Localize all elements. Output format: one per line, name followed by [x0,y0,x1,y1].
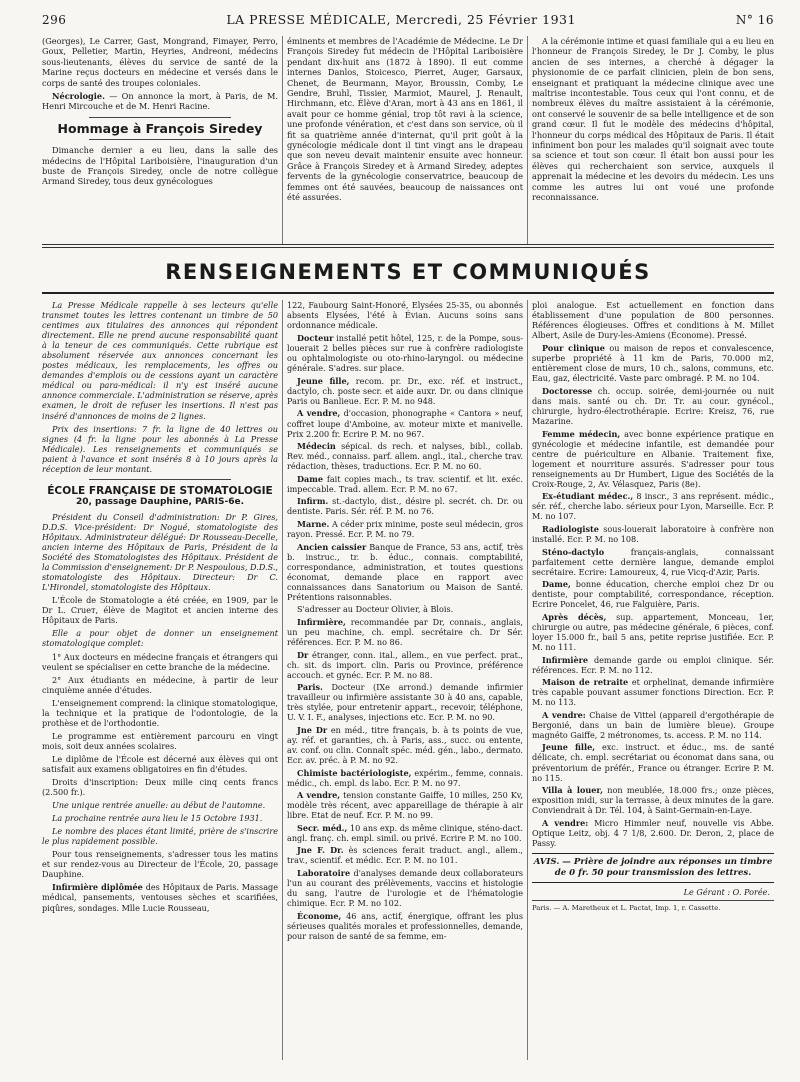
section-title: RENSEIGNEMENTS ET COMMUNIQUÉS [165,260,651,284]
school-paragraph: Droits d'inscription: Deux mille cinq cents francs (2.500 fr.). [42,777,278,798]
school-paragraph: Le programme est entièrement parcouru en vingt mois, soit deux années scolaires. [42,730,278,751]
column-rule [527,36,528,244]
ad-continued: 122, Faubourg Saint-Honoré, Elysées 25-35, ou abonnés absents Elysées, l'été à Évian. Aucuns soins sans ordonnance médicale. [287,300,523,331]
classified-ad [287,376,523,406]
ad-head: Économe, [297,910,342,921]
classified-ad [532,524,774,544]
ad-infirmiere [42,882,278,912]
divider [89,139,231,140]
school-paragraph: L'enseignement comprend: la clinique stomatologique, la technique et la pratique de l'odontologie, de la prothèse et de l'orthodontie. [42,697,278,728]
ad-text: 8 inscr., 3 ans représent. médic., sér. réf., cherche labo. sérieux pour Lyon, Marseille. Ecr. P. M. no 107. [532,491,774,522]
classified-ad [532,429,774,489]
ad-text: non meublée, 18.000 frs.; onze pièces, exposition midi, sur la terrasse, à deux minutes de la gare. Conviendrait à Dr. Tél. 104, à Saint-Germain-en-Laye. [532,785,774,816]
classified-ad [287,542,523,602]
classified-ad [532,818,774,848]
ad-head: Dame [297,473,323,484]
classified-ad [532,343,774,383]
divider [89,117,231,118]
ad-head: Jne F. Dr. [297,845,344,856]
ad-text: avec bonne expérience pratique en gynécologie et médecine infantile, est demandée pour centre de puériculture en Albanie. Traitement fixe, logement et nourriture assurés. S'adresser pour tous renseignements au Dr Humbert, Ligue des Sociétés de la Croix-Rouge, 2, Av. Vélasquez, Paris (8e). [532,428,774,489]
classified-ad [287,408,523,438]
ad-head: Dr [297,649,309,660]
ad-text: st.-dactylo, dist., désire pl. secrét. ch. Dr. ou dentiste. Paris. Sér. réf. P. M. no 76. [287,496,523,517]
ad-text: ès sciences ferait traduct. angl., allem., trav., scientif. et médic. Ecr. P. M. no 101. [287,845,523,866]
ad-head: Sténo-dactylo [542,546,605,557]
classified-ad [532,742,774,782]
ad-head: Jeune fille, [542,742,596,753]
ad-head: Infirmière diplômée [52,882,143,893]
section-rule [42,292,774,294]
classified-ad [287,768,523,788]
classified-ad [287,725,523,765]
necrologie-head: Nécrologie. [52,91,105,102]
classified-ad [287,911,523,941]
ad-head: Pour clinique [542,343,605,354]
ad-text: recom. pr. Dr., exc. réf. et instruct., dactylo, ch. poste secr. et aide auxr. Dr. ou dans clinique Paris ou Banlieue. Ecr. P. M. no 948. [287,375,523,406]
ad-text: d'analyses demande deux collaborateurs l'un au courant des prélèvements, vaccins et histologie du sang, l'autre de l'urologie et de l'hématologie chimique. Ecr. P. M. no 102. [287,867,523,909]
ceremony-paragraph: A la cérémonie intime et quasi familiale qui a eu lieu en l'honneur de François Siredey, le Dr J. Comby, le plus ancien de ses internes, a cherché à dégager la physionomie de ce parfait clinicien, plein de bon sens, enseignant et pratiquant la médecine clinique avec une maîtrise incontestable. Tous ceux qui l'ont connu, et de nombreux élèves du maître assistaient à la cérémonie, ont conservé le souvenir de sa belle intelligence et de son grand cœur. Il fut le modèle des médecins d'hôpital, l'honneur du corps médical des Hôpitaux de Paris. Il était infiniment bon pour les malades qu'il soignait avec toute sa science et tout son cœur. Il était bon aussi pour les élèves qui recherchaient son service, auxquels il apprenait la médecine et les devoirs du médecin. Les uns comme les autres lui ont voué une profonde reconnaissance. [532,36,774,203]
ad-text: 46 ans, actif, énergique, offrant les plus sérieuses qualités morales et professionnelles, demande, pour raison de santé de sa femme, em- [287,910,523,941]
band-rule [42,244,774,245]
intro-notice: La Presse Médicale rappelle à ses lecteurs qu'elle transmet toutes les lettres contenant un timbre de 50 centimes aux titulaires des annonces qui répondent directement. Elle ne prend aucune responsabilité quant à la teneur de ces communiqués. Cette rubrique est absolument réservée aux annonces concernant les postes médicaux, les remplacements, les offres ou demandes d'emplois ou de cessions ayant un caractère médical ou para-médical: il n'y est inséré aucune annonce commerciale. L'administration se réserve, après examen, le droit de refuser les insertions. Il n'est pas inséré d'annonces de moins de 2 lignes. [42,300,278,421]
classified-ad [532,491,774,521]
classified-ad [287,650,523,680]
page-number: 296 [42,13,67,27]
school-paragraph: Pour tous renseignements, s'adresser tous les matins et sur rendez-vous au Directeur de l'École, 20, passage Dauphine. [42,849,278,880]
top-band [42,36,774,244]
ad-head: Radiologiste [542,523,599,534]
classified-ad [287,441,523,471]
school-title: ÉCOLE FRANÇAISE DE STOMATOLOGIE [47,484,273,497]
ad-text: exc. instruct. et éduc., ms. de santé délicate, ch. empl. secrétariat ou économat dans sana, ou préventorium de préfér., France ou étranger. Ecrire P. M. no 115. [532,742,774,783]
ad-continued: ploi analogue. Est actuellement en fonction dans établissement d'une population de 800 personnes. Références élogieuses. Offres et conditions à M. Millet Albert, Asile de Dury-les-Amiens (Économe). Pressé. [532,300,774,341]
ad-text: ch. occup. soirée, demi-journée ou nuit dans mais. santé ou ch. Dr. Tr. au cour. gynécol., chirurgie, hydro-électrothérapie. Ecrire: Kreisz, 76, rue Mazarine. [532,385,774,427]
ads-list [532,343,774,848]
ad-head: Secr. méd., [297,822,348,833]
ad-head: Femme médecin, [542,428,621,439]
ad-head: A vendre, [297,408,341,419]
hommage-title: Hommage à François Siredey [57,120,263,136]
ad-head: A vendre, [297,790,341,801]
ad-head: Infirmière [542,654,589,665]
journal-title-date: LA PRESSE MÉDICALE, Mercredi, 25 Février 1931 [226,12,576,27]
classified-ad [287,496,523,516]
classified-ad [532,547,774,577]
ad-head: Chimiste bactériologiste, [297,767,412,778]
ad-head: Marne. [297,518,330,529]
promotion-list: (Georges), Le Carrer, Gast, Mongrand, Fimayer, Perro, Goux, Pelletier, Martin, Heyries, Andreoni, médecins sous-lieutenants, élèves du service de santé de la Marine reçus docteurs en médecine et versés dans le corps de santé des troupes coloniales. [42,36,278,88]
price-notice: Prix des insertions: 7 fr. la ligne de 40 lettres ou signes (4 fr. la ligne pour les abonnés à La Presse Médicale). Les renseignements et communiqués se paient à l'avance et sont insérés 8 à 10 jours après la réception de leur montant. [42,423,278,474]
ad-head: Infirmière, [297,616,346,627]
ad-head: Dame, [542,579,571,590]
classified-ad [287,823,523,843]
ad-text: sous-louerait laboratoire à confrère non installé. Ecr. P. M. no 108. [532,523,774,545]
divider [89,479,231,480]
school-paragraph: L'École de Stomatologie a été créée, en 1909, par le Dr L. Crueт, élève de Magitot et ancien interne des Hôpitaux de Paris. [42,595,278,626]
school-paragraph: Le diplôme de l'École est décerné aux élèves qui ont satisfait aux examens obligatoires en fin d'études. [42,753,278,774]
ad-text: Banque de France, 53 ans, actif, très b. instruc., tr. b. éduc., connais. comptabilité, correspondance, administration, et toutes questions économat, demande place en rapport avec connaissances dans Sanatorium ou Maison de Santé. Prétentions raisonnables. [287,541,523,602]
classified-ad [287,682,523,722]
school-paragraph: 2° Aux étudiants en médecine, à partir de leur cinquième année d'études. [42,674,278,695]
school-paragraph: Le nombre des places étant limité, prière de s'inscrire le plus rapidement possible. [42,826,278,847]
ad-head: Ex-étudiant médec., [542,491,634,502]
school-paragraph: 1° Aux docteurs en médecine français et étrangers qui veulent se spécialiser en cette branche de la médecine. [42,651,278,672]
ad-text: bonne éducation, cherche emploi chez Dr ou dentiste, pour comptabilité, correspondance, réception. Ecrire Poncelet, 46, rue Falguière, Paris. [532,579,774,610]
column-rule [527,300,528,1060]
ad-head: Doctoresse [542,385,593,396]
ad-head: Laboratoire [297,867,351,878]
ad-text: des Hôpitaux de Paris. Massage médical, pansements, ventouses sèches et scarifiées, piqûres, sondages. Mlle Lucie Rousseau, [42,882,278,913]
ad-head: Jeune fille, [297,375,350,386]
classified-ad [532,612,774,652]
ad-text: Docteur (IXe arrond.) demande infirmier travailleur ou infirmière assistante 30 à 40 ans, capable, très stylée, pour entretenir appart., recevoir, téléphone, U. V. I. F., analyses, injections etc. Ecr. P. M. no 90. [287,682,523,723]
ad-head: Paris. [297,682,323,693]
classified-ad [287,845,523,865]
school-officers: Président du Conseil d'administration: Dr P. Gires, D.D.S. Vice-président: Dr Nogué, stomatologiste des Hôpitaux. Administrateur délégué: Dr Rousseau-Decelle, ancien interne des Hôpitaux de Paris, Président de la Société des Stomatologistes des Hôpitaux. Président de la Commission d'enseignement: Dr P. Nespoulous, D.D.S., stomatologiste des Hôpitaux. Directeur: Dr C. L'Hirondel, stomatologiste des Hôpitaux. [42,511,278,593]
school-paragraph: Une unique rentrée anuelle: au début de l'automne. [52,800,266,811]
classified-ad [532,386,774,426]
communiques-column-2 [287,300,523,1060]
classified-ad [532,710,774,740]
ad-text: installé petit hôtel, 125, r. de la Pompe, sous-louerait 2 belles pièces sur rue à confrère radiologiste ou ophtalmologiste ou oto-rhino-laryngol. ou médecine générale. S'adres. sur place. [287,333,523,374]
ad-text: 10 ans exp. ds même clinique, sténo-dact. angl. franç. ch. empl. simil. ou privé. Ecrire P. M. no 100. [287,822,523,843]
ad-text: sépical. ds rech. et nalyses, bibl., collab. Rev. méd., connaiss. parf. allem. angl., ital., cherche trav. rédaction, thèses, traductions. Ecr. P. M. no 60. [287,441,523,472]
ad-text: Chaise de Vittel (appareil d'ergothérapie de Bergonié, dans un bain de lumière bleue). Groupe magnéto Gaiffe, 2 métronomes, ts. access. P. M. no 114. [532,709,774,740]
ad-text: sup. appartement, Monceau, 1er, chirurgie ou autre, pas médecine générale, 6 pièces, conf. loyer 15.000 fr., bail 5 ans, petite reprise justifiée. Ecr. P. M. no 111. [532,611,774,652]
column-rule [282,36,283,244]
classified-ad [287,868,523,908]
band-rule [42,247,774,248]
classified-ad [287,333,523,373]
ads-list [287,333,523,941]
classified-ad [532,677,774,707]
communiques-column-1 [42,300,278,1060]
ad-text: A céder prix minime, poste seul médecin, gros rayon. Pressé. Ecr. P. M. no 79. [287,518,523,539]
school-paragraph: Elle a pour objet de donner un enseignement stomatologique complet: [42,628,278,649]
printer-line: Paris. — A. Maretheux et L. Pactat, Imp. 1, r. Cassette. [532,900,774,913]
ad-head: Docteur [297,333,334,344]
ad-head: Médecin [297,441,336,452]
ad-text: étranger, conn. ital., allem., en vue perfect. prat., ch. sit. ds import. clin. Paris ou Province, préférence accouch. et gynéc. Ecr. P. M. no 88. [287,649,523,680]
ad-text: recommandée par Dr, connais., anglais, un peu machine, ch. empl. secrétaire ch. Dr Sér. références. Ecr. P. M. no 86. [287,616,523,647]
gerant-signature: Le Gérant : O. Porée. [683,886,770,897]
ad-text: français-anglais, connaissant parfaitement cette dernière langue, demande emploi secrétaire. Ecrire: Lamoureux, 4, rue Vicq-d'Azir, Paris. [532,546,774,577]
ad-text: fait copies mach., ts trav. scientif. et lit. exéc. impeccable. Trad. allem. Ecr. P. M. no 67. [287,473,523,494]
ad-text: tension constante Gaiffe, 10 milles, 250 Kv, modèle très récent, avec appareillage de thérapie à air libre. Etat de neuf. Ecr. P. M. no 99. [287,790,523,821]
column-rule [282,300,283,1060]
communiques-column-3 [532,300,774,1060]
ad-text: demande garde ou emploi clinique. Sér. références. Ecr. P. M. no 112. [532,654,774,675]
top-column-3 [532,36,774,244]
ad-head: A vendre: [542,817,589,828]
ad-head: Ancien caissier [297,541,367,552]
ad-head: Infirm. [297,496,329,507]
running-head [42,12,774,27]
classified-ad [532,655,774,675]
ad-text: expérim., femme, connais. médic., ch. empl. ds labo. Ecr. P. M. no 97. [287,767,523,788]
hommage-continued: éminents et membres de l'Académie de Médecine. Le Dr François Siredey fut médecin de l'Hôpital Lariboisière pendant dix-huit ans (1872 à 1890). Il eut comme internes Danlos, Stoicesco, Pierret, Auger, Garsaux, Chenet, de Beurmann, Mayor, Broussin, Comby, Le Gendre, Bruhl, Tissier, Marmiot, Maurel, J. Renault, Hirchmann, etc. Élève d'Aran, mort à 43 ans en 1861, il avait pour ce homme génial, trop tôt ravi à la science, une profonde vénération, et c'est dans son service, où il fit sa quatrième année d'internat, qu'il prit goût à la gynécologie médicale dont il tint vingt ans le drapeau que son neveu devait maintenir ensuite avec honneur. Grâce à François Siredey et à Armand Siredey, adeptes fervents de la gynécologie conservatrice, beaucoup de femmes ont été sauvées, beaucoup de naissances ont été assurées. [287,36,523,203]
classified-ad [287,617,523,647]
avis-notice: AVIS. — Prière de joindre aux réponses un timbre de 0 fr. 50 pour transmission des lettres. [532,853,774,883]
school-paragraph: La prochaine rentrée aura lieu le 15 Octobre 1931. [52,813,263,824]
necrologie-text: — On annonce la mort, à Paris, de M. Henri Mircouche et de M. Henri Racine. [42,91,278,112]
issue-number: N° 16 [735,13,774,27]
classified-ad [287,790,523,820]
school-address: 20, passage Dauphine, PARIS-6e. [75,496,245,507]
ad-head: Jne Dr [297,724,328,735]
ad-head: Villa à louer, [542,785,603,796]
communiques-section [42,300,774,1060]
classified-ad [532,579,774,609]
hommage-paragraph: Dimanche dernier a eu lieu, dans la salle des médecins de l'Hôpital Lariboisière, l'inauguration d'un buste de François Siredey, oncle de notre collègue Armand Siredey, tous deux gynécologues [42,145,278,187]
ad-text: S'adresser au Docteur Olivier, à Blois. [297,604,454,615]
ad-text: Micro Himmler neuf, nouvelle vis Abbe. Optique Leitz, obj. 4 7 1/8, 2.600. Dr. Deron, 2, place de Passy. [532,817,774,848]
classified-ad [287,519,523,539]
classified-ad [287,604,523,614]
classified-ad [287,474,523,494]
ad-text: ou maison de repos et convalescence, superbe propriété à 11 km de Paris, 70.000 m2, entièrement close de murs, 10 ch., salons, communs, etc. Eau, gaz, électricité. Vaste parc ombragé. P. M. no 104. [532,343,774,384]
ad-head: A vendre: [542,709,586,720]
classified-ad [532,785,774,815]
ad-text: d'occasion, phonographe « Cantora » neuf, coffret loupe d'Amboine, av. moteur mixte et manivelle. Prix 2.200 fr. Ecrire P. M. no 967. [287,408,523,439]
ad-head: Maison de retraite [542,677,629,688]
necrologie [42,91,278,112]
ad-text: en méd., titre français, b. à ts points de vue, ay. réf. et garanties, ch. à Paris, ass., succ. ou entente, av. conf. ou clin. Connaît spéc. méd. gén., labo., dermato. Ecr. av. préc. à P. M. no 92. [287,724,523,765]
top-column-2 [287,36,523,244]
ad-head: Après décès, [542,611,607,622]
ad-text: et orphelinat, demande infirmière très capable pouvant assumer fonctions Direction. Ecr. P. M. no 113. [532,677,774,708]
top-column-1 [42,36,278,244]
